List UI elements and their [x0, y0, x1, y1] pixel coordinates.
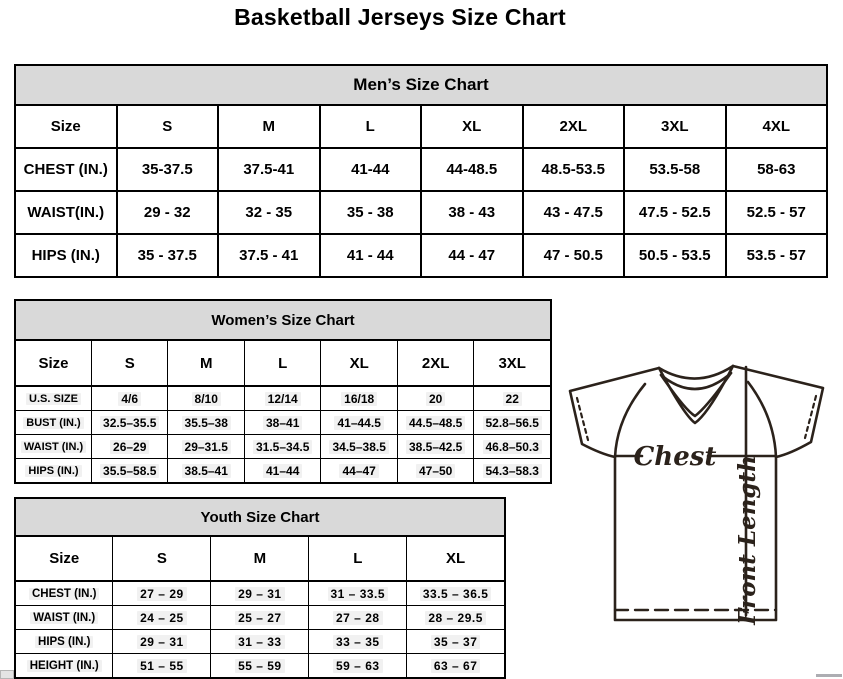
women-value-cell: 8/10: [168, 386, 244, 411]
men-value-cell: 48.5-53.5: [523, 148, 625, 191]
women-value-cell: 31.5–34.5: [244, 435, 320, 459]
men-value-cell: 37.5-41: [218, 148, 320, 191]
youth-row-label: HEIGHT (IN.): [15, 654, 113, 679]
women-value-cell: 16/18: [321, 386, 397, 411]
men-value-cell: 35-37.5: [117, 148, 219, 191]
women-value-cell: 41–44.5: [321, 411, 397, 435]
women-value-cell: 32.5–35.5: [91, 411, 167, 435]
women-table-row: [15, 411, 551, 435]
horizontal-scrollbar-left-fragment[interactable]: [0, 670, 14, 679]
women-table-row: [15, 435, 551, 459]
men-table-title: Men’s Size Chart: [15, 65, 827, 105]
youth-value-cell: 63 – 67: [407, 654, 505, 679]
women-header-cell: 2XL: [397, 340, 473, 386]
women-value-cell: 4/6: [91, 386, 167, 411]
men-row-label: CHEST (IN.): [15, 148, 117, 191]
youth-value-cell: 28 – 29.5: [407, 606, 505, 630]
youth-header-cell: Size: [15, 536, 113, 581]
men-value-cell: 58-63: [726, 148, 828, 191]
women-size-table: [14, 299, 552, 484]
youth-header-cell: XL: [407, 536, 505, 581]
women-value-cell: 38.5–42.5: [397, 435, 473, 459]
men-value-cell: 53.5 - 57: [726, 234, 828, 277]
men-header-row: [15, 105, 827, 148]
men-value-cell: 43 - 47.5: [523, 191, 625, 234]
youth-row-label: HIPS (IN.): [15, 630, 113, 654]
women-row-label: BUST (IN.): [15, 411, 91, 435]
men-value-cell: 44 - 47: [421, 234, 523, 277]
horizontal-scrollbar-right-fragment[interactable]: [816, 674, 842, 677]
youth-row-label: CHEST (IN.): [15, 581, 113, 606]
youth-table-row: [15, 654, 505, 679]
jersey-outline: [570, 366, 823, 620]
women-header-cell: S: [91, 340, 167, 386]
youth-value-cell: 33 – 35: [309, 630, 407, 654]
women-value-cell: 29–31.5: [168, 435, 244, 459]
women-value-cell: 12/14: [244, 386, 320, 411]
youth-size-table: [14, 497, 506, 679]
men-header-cell: M: [218, 105, 320, 148]
youth-table-row: [15, 581, 505, 606]
youth-value-cell: 27 – 28: [309, 606, 407, 630]
youth-header-cell: M: [211, 536, 309, 581]
men-header-cell: XL: [421, 105, 523, 148]
women-header-cell: L: [244, 340, 320, 386]
men-value-cell: 53.5-58: [624, 148, 726, 191]
women-row-label: HIPS (IN.): [15, 459, 91, 484]
women-value-cell: 46.8–50.3: [474, 435, 551, 459]
men-value-cell: 35 - 38: [320, 191, 422, 234]
youth-value-cell: 31 – 33.5: [309, 581, 407, 606]
men-value-cell: 47.5 - 52.5: [624, 191, 726, 234]
women-table-title: Women’s Size Chart: [15, 300, 551, 340]
men-value-cell: 44-48.5: [421, 148, 523, 191]
youth-row-label: WAIST (IN.): [15, 606, 113, 630]
youth-table-title: Youth Size Chart: [15, 498, 505, 536]
youth-value-cell: 29 – 31: [113, 630, 211, 654]
jersey-measurement-diagram: [556, 358, 838, 628]
men-header-cell: 3XL: [624, 105, 726, 148]
youth-value-cell: 51 – 55: [113, 654, 211, 679]
women-value-cell: 44.5–48.5: [397, 411, 473, 435]
women-value-cell: 22: [474, 386, 551, 411]
men-value-cell: 29 - 32: [117, 191, 219, 234]
right-armhole-seam: [748, 382, 776, 457]
youth-header-cell: S: [113, 536, 211, 581]
youth-value-cell: 31 – 33: [211, 630, 309, 654]
women-header-row: [15, 340, 551, 386]
men-table-row: [15, 234, 827, 277]
men-header-cell: Size: [15, 105, 117, 148]
men-row-label: HIPS (IN.): [15, 234, 117, 277]
youth-value-cell: 59 – 63: [309, 654, 407, 679]
youth-value-cell: 24 – 25: [113, 606, 211, 630]
youth-header-row: [15, 536, 505, 581]
women-table-row: [15, 459, 551, 484]
youth-table-row: [15, 630, 505, 654]
youth-value-cell: 55 – 59: [211, 654, 309, 679]
men-value-cell: 41 - 44: [320, 234, 422, 277]
women-value-cell: 35.5–38: [168, 411, 244, 435]
women-header-cell: 3XL: [474, 340, 551, 386]
youth-value-cell: 35 – 37: [407, 630, 505, 654]
women-value-cell: 34.5–38.5: [321, 435, 397, 459]
women-row-label: U.S. SIZE: [15, 386, 91, 411]
men-table-row: [15, 191, 827, 234]
women-value-cell: 41–44: [244, 459, 320, 484]
chest-label: Chest: [633, 442, 717, 472]
women-value-cell: 54.3–58.3: [474, 459, 551, 484]
women-value-cell: 44–47: [321, 459, 397, 484]
women-value-cell: 20: [397, 386, 473, 411]
youth-value-cell: 25 – 27: [211, 606, 309, 630]
youth-value-cell: 27 – 29: [113, 581, 211, 606]
women-value-cell: 38.5–41: [168, 459, 244, 484]
youth-value-cell: 33.5 – 36.5: [407, 581, 505, 606]
collar-back-curve-outer: [659, 366, 733, 379]
men-value-cell: 41-44: [320, 148, 422, 191]
men-value-cell: 38 - 43: [421, 191, 523, 234]
men-value-cell: 32 - 35: [218, 191, 320, 234]
front-length-label: Front Length: [734, 455, 761, 625]
men-table-row: [15, 148, 827, 191]
women-row-label: WAIST (IN.): [15, 435, 91, 459]
page-title: Basketball Jerseys Size Chart: [234, 4, 566, 30]
women-value-cell: 26–29: [91, 435, 167, 459]
women-value-cell: 38–41: [244, 411, 320, 435]
women-value-cell: 35.5–58.5: [91, 459, 167, 484]
women-value-cell: 47–50: [397, 459, 473, 484]
men-header-cell: L: [320, 105, 422, 148]
men-value-cell: 52.5 - 57: [726, 191, 828, 234]
men-header-cell: 2XL: [523, 105, 625, 148]
women-header-cell: XL: [321, 340, 397, 386]
men-header-cell: S: [117, 105, 219, 148]
men-value-cell: 47 - 50.5: [523, 234, 625, 277]
men-value-cell: 50.5 - 53.5: [624, 234, 726, 277]
men-size-table: [14, 64, 828, 278]
women-header-cell: M: [168, 340, 244, 386]
men-value-cell: 37.5 - 41: [218, 234, 320, 277]
men-header-cell: 4XL: [726, 105, 828, 148]
women-value-cell: 52.8–56.5: [474, 411, 551, 435]
women-table-row: [15, 386, 551, 411]
men-row-label: WAIST(IN.): [15, 191, 117, 234]
men-value-cell: 35 - 37.5: [117, 234, 219, 277]
youth-header-cell: L: [309, 536, 407, 581]
youth-table-row: [15, 606, 505, 630]
youth-value-cell: 29 – 31: [211, 581, 309, 606]
women-header-cell: Size: [15, 340, 91, 386]
